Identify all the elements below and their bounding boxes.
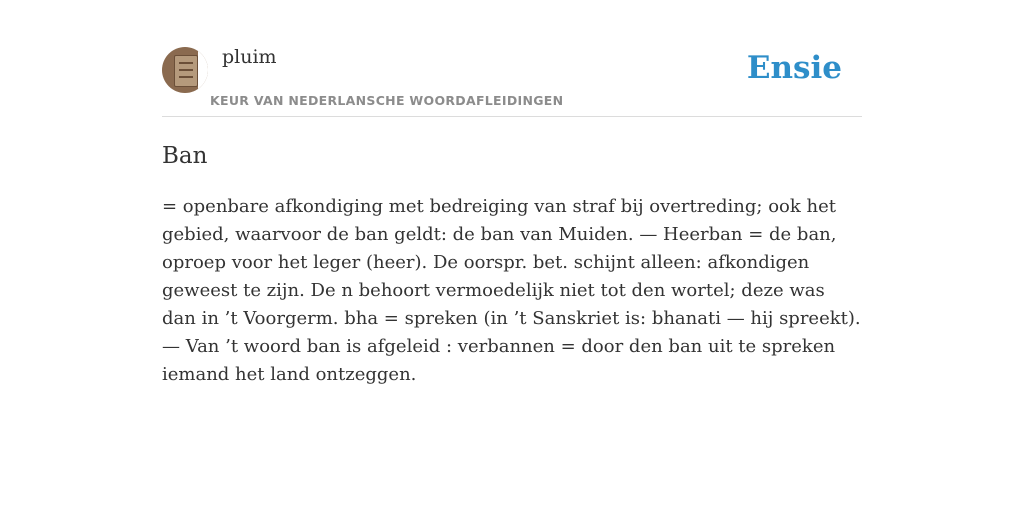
source-link[interactable]: KEUR VAN NEDERLANSCHE WOORDAFLEIDINGEN — [210, 93, 564, 108]
book-line-decoration — [179, 69, 193, 71]
avatar-clip — [198, 47, 208, 93]
entry-card — [162, 40, 862, 389]
ensie-logo[interactable]: Ensie — [746, 50, 842, 86]
entry-header — [162, 40, 862, 117]
book-line-decoration — [179, 62, 193, 64]
book-cover-icon — [174, 55, 198, 87]
author-avatar[interactable] — [162, 47, 208, 93]
author-link[interactable]: pluim — [222, 46, 277, 68]
entry-definition: = openbare afkondiging met bedreiging van straf bij overtreding; ook het gebied, waarvoor de ban geldt: de ban van Muiden. — Heerban = de ban, oproep voor het leger (heer). De oorspr. bet. schijnt alleen: afkondigen geweest te zijn. De n behoort vermoedelijk niet tot den wortel; deze was dan in ’t Voorgerm. bha = spreken (in ’t Sanskriet is: bhanati — hij spreekt). — Van ’t woord ban is afgeleid : verbannen = door den ban uit te spreken iemand het land ontzeggen. — [162, 196, 861, 385]
book-line-decoration — [179, 76, 193, 78]
entry-title: Ban — [162, 143, 208, 169]
